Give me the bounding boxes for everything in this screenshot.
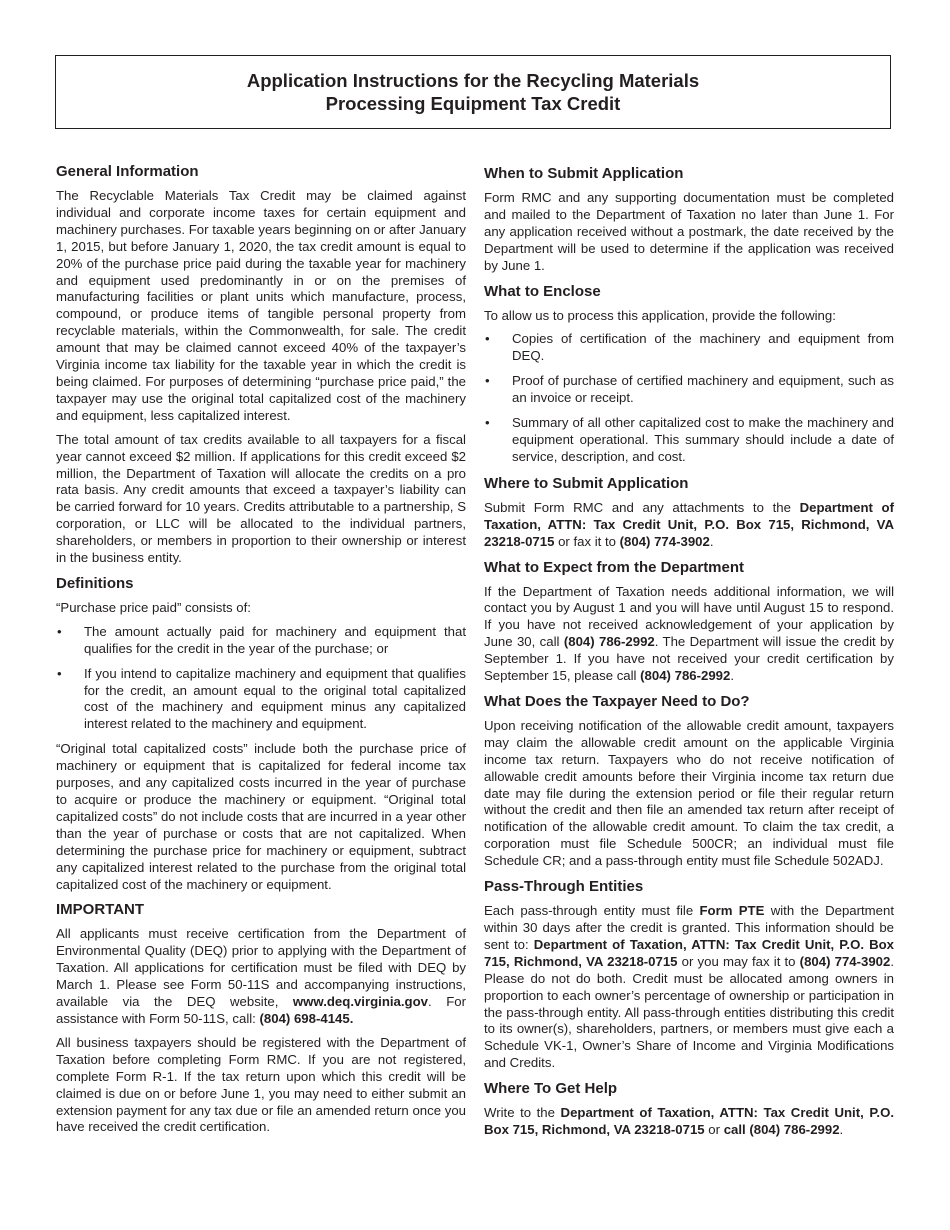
right-column (484, 164, 894, 1146)
what-to-expect-heading: What to Expect from the Department (484, 558, 745, 576)
text-run: with the Department within 30 days after the credit is granted. This information should be sent to: (484, 903, 894, 952)
when-to-submit-heading: When to Submit Application (484, 165, 684, 182)
general-information-paragraph-1: The Recyclable Materials Tax Credit may be claimed against individual and corporate income taxes for certain equipment and machinery purchases. For taxable years beginning on or after January 1, 2015, but before January 1, 2020, the tax credit amount is equal to 20% of the purchase price paid during the taxable year for machinery and equipment used predominantly in or on the premises of manufacturing facilities or plant units which manufacture, process, compound, or produce items of tangible personal property from recyclable materials, within the Commonwealth, for sale. The credit amount that may be claimed cannot exceed 40% of the taxpayer’s Virginia income tax liability for the taxable year in which the credit is being claimed. For purposes of determining “purchase price paid,” the taxpayer may use the original total capitalized cost of the machinery and equipment, less capitalized interest. (56, 188, 466, 423)
text-run: . The Department will issue the credit by September 1. If you have not received your credit certification by September 15, please call (484, 634, 894, 684)
mailing-address: Department of Taxation, ATTN: Tax Credit Unit, P.O. Box 715, Richmond, VA 23218-0715 (484, 1105, 894, 1138)
text-run: All applicants must receive certification from the Department of Environmental Quality (DEQ) prior to applying with the Department of Taxation. All applications for certification must be filed with DEQ by March 1. Please see Form 50-11S and accompanying instructions, available via the DEQ website, (56, 926, 466, 1010)
taxpayer-need-paragraph: Upon receiving notification of the allowable credit amount, taxpayers may claim the allowable credit amount on the applicable Virginia income tax return. Taxpayers who do not receive notification of allowable credit amounts before their Virginia income tax return due date may file during the extension period or file their regular return without the credit and then file an amended tax return after receipt of notification of the allowable credit amount. To claim the tax credit, a corporation must file Schedule 500CR; an individual must file Schedule CR; and a pass-through entity must file Schedule 502ADJ. (484, 717, 894, 869)
list-item (56, 624, 466, 658)
where-to-submit-paragraph (484, 500, 894, 551)
bullet-icon: • (57, 623, 62, 639)
what-to-enclose-section (484, 282, 894, 466)
mailing-address: Department of Taxation, ATTN: Tax Credit Unit, P.O. Box 715, Richmond, VA 23218-0715 (484, 936, 894, 969)
text-run: Submit Form RMC and any attachments to the (484, 499, 800, 515)
definitions-section (56, 574, 466, 894)
important-section (56, 900, 466, 1136)
text-run: or (704, 1122, 724, 1138)
text-run: Write to the (484, 1105, 561, 1121)
text-run: or fax it to (554, 533, 620, 549)
title-box (55, 55, 891, 129)
bullet-icon: • (485, 415, 490, 431)
page-title-line-1: Application Instructions for the Recycling Materials (246, 70, 700, 91)
bullet-icon: • (57, 665, 62, 681)
bullet-icon: • (485, 373, 490, 389)
fax-number: (804) 774-3902 (799, 953, 891, 969)
definitions-paragraph-2: “Original total capitalized costs” include both the purchase price of machinery or equipment that is capitalized for federal income tax purposes, and any capitalized costs incurred in the year of purchase to acquire or produce the machinery or equipment. “Original total capitalized costs” do not include costs that are incurred in a year other than the year of purchase or costs that are not capitalized. When determining the purchase price for machinery or equipment, subtract any capitalized interest related to the purchase from the original total capitalized cost of the machinery or equipment. (56, 741, 466, 892)
important-heading: IMPORTANT (56, 901, 145, 919)
get-help-paragraph (484, 1105, 894, 1139)
list-item-text: Proof of purchase of certified machinery and equipment, such as an invoice or receipt. (512, 373, 894, 406)
list-item (484, 331, 894, 365)
important-paragraph-1 (56, 926, 466, 1027)
general-information-section (56, 162, 466, 567)
list-item (484, 373, 894, 407)
important-paragraph-2: All business taxpayers should be registered with the Department of Taxation before completing Form RMC. If you are not registered, complete Form R-1. If the tax return upon which this credit will be claimed is due on or before June 1, you may need to either submit an extension payment for any tax due or file an amended return once you have received the credit certification. (56, 1034, 466, 1135)
when-to-submit-paragraph: Form RMC and any supporting documentation must be completed and mailed to the Department of Taxation no later than June 1. For any application received without a postmark, the date received by the Department will be used to determine if the application was received by June 1. (484, 190, 894, 273)
pass-through-paragraph (484, 903, 894, 1072)
fax-number: (804) 774-3902 (619, 533, 710, 549)
what-to-enclose-intro: To allow us to process this application, provide the following: (484, 307, 836, 323)
deq-website-link[interactable]: www.deq.virginia.gov (292, 994, 428, 1010)
mailing-address: Department of Taxation, ATTN: Tax Credit Unit, P.O. Box 715, Richmond, VA 23218-0715 (484, 499, 895, 549)
list-item (484, 415, 894, 466)
phone-number: (804) 786-2992 (640, 668, 731, 684)
list-item-text: Summary of all other capitalized cost to make the machinery and equipment operational. This summary should include a date of service, description, and cost. (512, 415, 894, 464)
get-help-heading: Where To Get Help (484, 1080, 618, 1098)
text-run: . For assistance with Form 50-11S, call: (56, 994, 466, 1026)
list-item (56, 666, 466, 734)
deq-phone: (804) 698-4145. (259, 1010, 354, 1026)
bullet-icon: • (485, 331, 490, 347)
text-run: . Please do not do both. Credit must be allocated among owners in proportion to each owner’s percentage of ownership or participation in the pass-through entity. All pass-through entities distributing this credit to its owner(s), shareholders, partners, or members must give each a Schedule VK-1, Owner’s Share of Income and Virginia Modifications and Credits. (484, 953, 895, 1071)
taxpayer-need-section (484, 692, 894, 870)
general-information-paragraph-2: The total amount of tax credits available to all taxpayers for a fiscal year cannot exceed $2 million. If applications for this credit exceed $2 million, the Department of Taxation will allocate the credits on a pro rata basis. Any credit amounts that exceed a taxpayer’s liability can be carried forward for 10 years. Credits attributable to a partnership, S corporation, or LLC will be allocated to the individual partners, shareholders, or members in proportion to their ownership or interest in the business entity. (56, 431, 466, 566)
what-to-enclose-heading: What to Enclose (484, 282, 601, 300)
list-item-text: The amount actually paid for machinery and equipment that qualifies for the credit in the year of the purchase; or (84, 623, 466, 656)
general-information-heading: General Information (56, 163, 199, 180)
what-to-expect-paragraph (484, 584, 894, 685)
text-run: . (709, 533, 714, 549)
list-item-text: Copies of certification of the machinery and equipment from DEQ. (512, 331, 894, 364)
where-to-submit-section (484, 474, 894, 551)
page-title-line-2: Processing Equipment Tax Credit (325, 93, 621, 114)
pass-through-section (484, 877, 894, 1072)
what-to-expect-section (484, 558, 894, 685)
get-help-section (484, 1079, 894, 1139)
where-to-submit-heading: Where to Submit Application (484, 474, 689, 492)
pass-through-heading: Pass-Through Entities (484, 878, 644, 896)
definitions-heading: Definitions (56, 574, 134, 592)
form-name: Form PTE (699, 903, 765, 919)
definitions-intro: “Purchase price paid” consists of: (56, 599, 251, 615)
left-column (56, 162, 466, 1143)
text-run: Each pass-through entity must file (484, 903, 700, 919)
phone-number: call (804) 786-2992 (723, 1122, 840, 1138)
taxpayer-need-heading: What Does the Taxpayer Need to Do? (484, 692, 750, 710)
text-run: . (839, 1122, 844, 1138)
phone-number: (804) 786-2992 (563, 634, 655, 650)
definitions-list (56, 624, 466, 733)
text-run: or you may fax it to (677, 953, 800, 969)
text-run: . (730, 668, 735, 684)
text-run: If the Department of Taxation needs additional information, we will contact you by August 1 and you will have until August 15 to respond. If you have not received acknowledgement of your application by June 30, call (484, 583, 894, 650)
when-to-submit-section (484, 164, 894, 275)
list-item-text: If you intend to capitalize machinery and equipment that qualifies for the credit, an amount equal to the original total capitalized cost of the machinery and equipment minus any capitalized interest related to the machinery and equipment. (84, 665, 466, 732)
enclose-list (484, 331, 894, 465)
